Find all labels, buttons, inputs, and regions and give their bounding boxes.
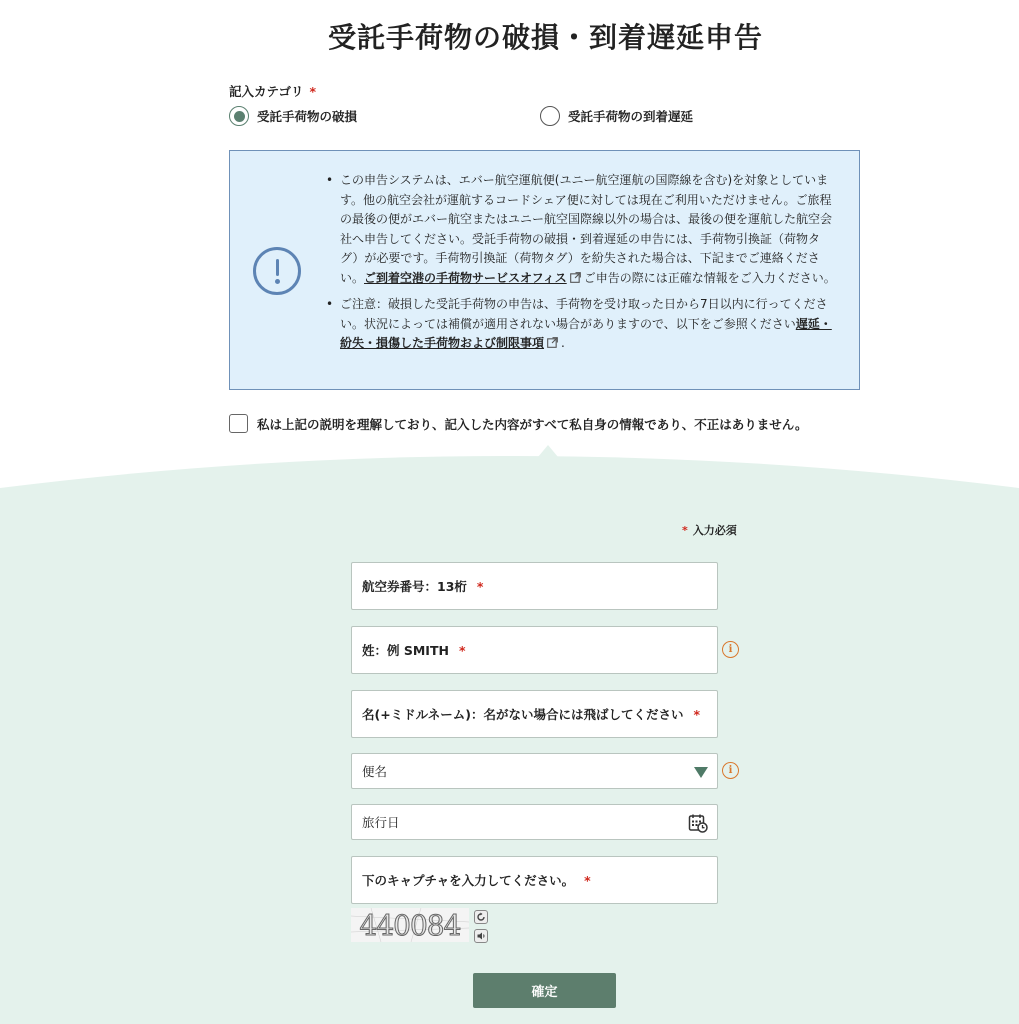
radio-delay-label: 受託手荷物の到着遅延 bbox=[568, 109, 694, 124]
exclamation-circle-icon bbox=[253, 247, 301, 295]
radio-button-unchecked[interactable] bbox=[540, 106, 560, 126]
page-title: 受託手荷物の破損・到着遅延申告 bbox=[327, 21, 763, 54]
travel-date-input[interactable] bbox=[351, 804, 718, 840]
notice-item-caution bbox=[326, 295, 838, 354]
captcha-image bbox=[351, 908, 469, 942]
notice-item-caution-text: ご注意：破損した受託手荷物の申告は、手荷物を受け取った日から7日以内に行ってください。状況によっては補償が適用されない場合がありますので、以下をご参照ください bbox=[340, 297, 828, 331]
radio-dot bbox=[234, 111, 245, 122]
radio-damage[interactable] bbox=[229, 106, 357, 126]
audio-icon bbox=[476, 931, 486, 941]
required-mark: * bbox=[476, 578, 484, 594]
refresh-icon bbox=[476, 912, 486, 922]
last-name-input[interactable] bbox=[351, 626, 718, 674]
required-mark: * bbox=[309, 84, 317, 99]
ticket-number-input[interactable] bbox=[351, 562, 718, 610]
required-note bbox=[682, 522, 737, 538]
notice-item-caution-text-end: . bbox=[561, 336, 565, 350]
agreement-label: 私は上記の説明を理解しており、記入した内容がすべて私自身の情報であり、不正はありません。 bbox=[257, 416, 808, 432]
captcha-refresh-button[interactable] bbox=[474, 910, 488, 924]
travel-date-label: 旅行日 bbox=[362, 815, 400, 830]
radio-delay[interactable] bbox=[540, 106, 693, 126]
captcha-input[interactable] bbox=[351, 856, 718, 904]
info-circle-icon[interactable]: i bbox=[722, 762, 739, 779]
delayed-baggage-restrictions-link[interactable]: 遅延・紛失・損傷した手荷物および制限事項 bbox=[340, 316, 832, 350]
baggage-service-office-link[interactable]: ご到着空港の手荷物サービスオフィス bbox=[364, 270, 567, 285]
captcha-code: 440084 bbox=[359, 909, 461, 942]
notice-item-scope-text: この申告システムは、エバー航空運航便(ユニー航空運航の国際線を含む)を対象としています。他の航空会社が運航するコードシェア便に対しては現在ご利用いただけません。ご旅程の最後の便がエバー航空またはユニー航空国際線以外の場合は、最後の便を運航した航空会社へ申告してください。受託手荷物の破損・到着遅延の申告には、手荷物引換証（荷物タグ）が必要です。手荷物引換証（荷物タグ）を紛失された場合は、下記までご連絡ください。 bbox=[340, 173, 833, 285]
notice-box bbox=[229, 150, 860, 390]
external-link-icon bbox=[570, 272, 581, 283]
calendar-clock-icon[interactable] bbox=[688, 813, 708, 833]
required-mark: * bbox=[458, 642, 466, 658]
ticket-number-label: 航空券番号：13桁 bbox=[362, 579, 467, 594]
submit-button[interactable]: 確定 bbox=[473, 973, 616, 1008]
flight-number-select[interactable] bbox=[351, 753, 718, 789]
triangle-down-icon bbox=[694, 767, 708, 778]
required-mark: * bbox=[584, 872, 591, 888]
external-link-icon bbox=[547, 337, 558, 348]
required-mark: * bbox=[682, 524, 688, 537]
first-name-label: 名(+ミドルネーム)：名がない場合には飛ばしてください bbox=[362, 707, 684, 722]
radio-button-checked[interactable] bbox=[229, 106, 249, 126]
first-name-input[interactable] bbox=[351, 690, 718, 738]
info-circle-icon[interactable]: i bbox=[722, 641, 739, 658]
required-mark: * bbox=[693, 706, 701, 722]
flight-number-label: 便名 bbox=[362, 764, 388, 779]
captcha-audio-button[interactable] bbox=[474, 929, 488, 943]
category-label bbox=[229, 82, 316, 100]
agreement-row[interactable] bbox=[229, 414, 808, 433]
notice-list bbox=[326, 171, 838, 361]
radio-damage-label: 受託手荷物の破損 bbox=[257, 109, 358, 124]
notice-item-scope bbox=[326, 171, 838, 288]
category-label-text: 記入カテゴリ bbox=[229, 84, 304, 99]
notice-item-scope-text-end: ご申告の際には正確な情報をご入力ください。 bbox=[583, 270, 836, 285]
captcha-label: 下のキャプチャを入力してください。 bbox=[362, 873, 575, 888]
required-note-text: 入力必須 bbox=[692, 524, 737, 537]
last-name-label: 姓：例 SMITH bbox=[362, 643, 449, 658]
agreement-checkbox[interactable] bbox=[229, 414, 248, 433]
